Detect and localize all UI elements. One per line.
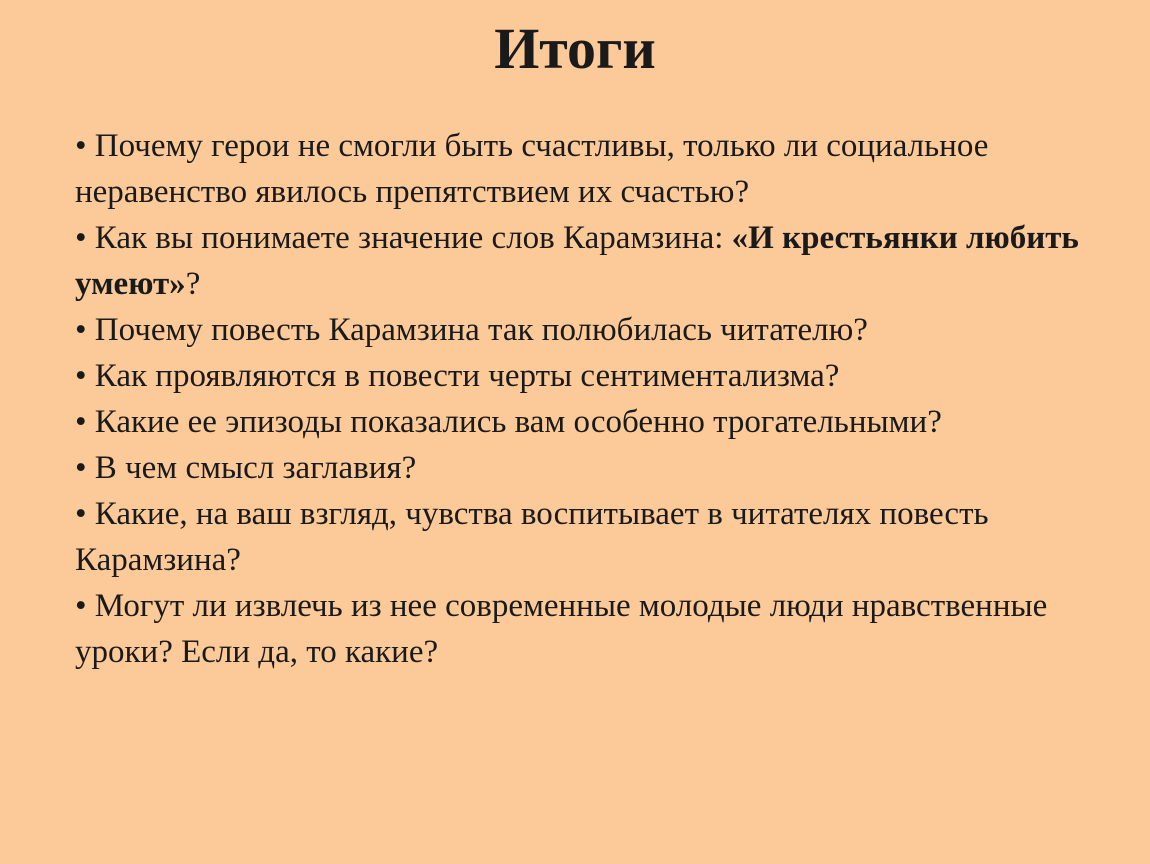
question-item-2 (75, 215, 1115, 307)
question-item-3: • Почему повесть Карамзина так полюбилась читателю? (75, 312, 868, 348)
question-item-8: • Могут ли извлечь из нее современные молодые люди нравственные уроки? Если да, то какие? (75, 588, 1048, 670)
question-item-2-suffix: ? (185, 266, 201, 302)
question-item-7: • Какие, на ваш взгляд, чувства воспитывает в читателях повесть Карамзина? (75, 496, 989, 578)
question-item-2-prefix: • Как вы понимаете значение слов Карамзина: (75, 220, 732, 256)
question-item-4: • Как проявляются в повести черты сентиментализма? (75, 358, 840, 394)
question-item-1: • Почему герои не смогли быть счастливы, только ли социальное неравенство явилось препятствием их счастью? (75, 128, 989, 210)
slide-title: Итоги (494, 16, 656, 81)
question-list (75, 123, 1115, 675)
karamzin-quote: «И крестьянки любить умеют» (75, 220, 1079, 302)
question-item-5: • Какие ее эпизоды показались вам особенно трогательными? (75, 404, 942, 440)
question-item-6: • В чем смысл заглавия? (75, 450, 417, 486)
